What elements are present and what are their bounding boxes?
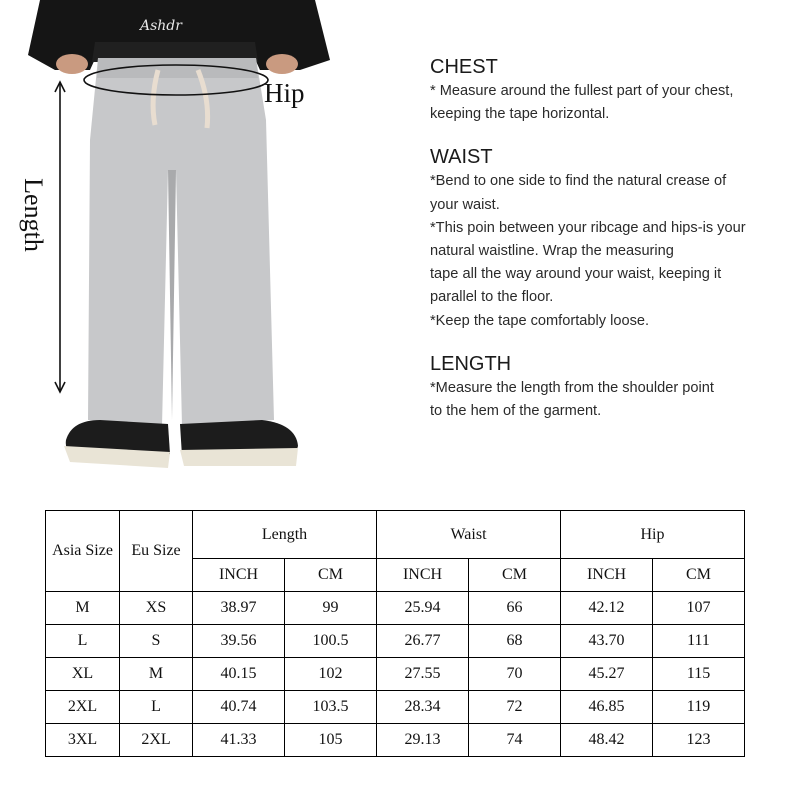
length-label: Length	[19, 178, 48, 252]
pants-shape	[88, 58, 274, 426]
table-cell: 45.27	[561, 658, 653, 691]
header-asia-size: Asia Size	[46, 511, 120, 592]
unit-header-cell: INCH	[377, 559, 469, 592]
guide-heading: WAIST	[430, 146, 493, 169]
table-cell: 100.5	[285, 625, 377, 658]
unit-header-cell: INCH	[193, 559, 285, 592]
header-hip: Hip	[561, 511, 745, 559]
guide-text-line: to the hem of the garment.	[430, 403, 602, 420]
shoe-right-sole	[180, 448, 298, 466]
guide-text-line: natural waistline. Wrap the measuring	[430, 243, 674, 260]
table-cell: M	[120, 658, 193, 691]
hoodie-logo: Ashdr	[140, 18, 182, 34]
table-cell: 72	[469, 691, 561, 724]
table-cell: 123	[653, 724, 745, 757]
header-length: Length	[193, 511, 377, 559]
guide-text-line: your waist.	[430, 196, 500, 213]
guide-text-line: *This poin between your ribcage and hips-is your	[430, 219, 746, 236]
table-cell: 107	[653, 592, 745, 625]
guide-text-line: parallel to the floor.	[430, 289, 554, 306]
left-hand	[56, 54, 88, 74]
table-cell: 99	[285, 592, 377, 625]
table-cell: 40.74	[193, 691, 285, 724]
table-cell: 3XL	[46, 724, 120, 757]
pants-shadow	[168, 170, 176, 420]
guide-section-length	[430, 351, 796, 423]
table-cell: 66	[469, 592, 561, 625]
table-cell: 29.13	[377, 724, 469, 757]
guide-text-line: keeping the tape horizontal.	[430, 106, 610, 123]
table-cell: 48.42	[561, 724, 653, 757]
guide-text-line: *Keep the tape comfortably loose.	[430, 312, 650, 329]
table-cell: 105	[285, 724, 377, 757]
guide-section-chest	[430, 54, 796, 126]
measuring-guide	[430, 54, 796, 441]
table-cell: 74	[469, 724, 561, 757]
table-cell: 111	[653, 625, 745, 658]
guide-heading: CHEST	[430, 56, 498, 78]
table-row	[46, 691, 745, 724]
table-row	[46, 592, 745, 625]
table-cell: 70	[469, 658, 561, 691]
table-cell: 2XL	[46, 691, 120, 724]
table-cell: L	[46, 625, 120, 658]
header-eu-size: Eu Size	[120, 511, 193, 592]
table-cell: 115	[653, 658, 745, 691]
table-cell: 40.15	[193, 658, 285, 691]
table-cell: 119	[653, 691, 745, 724]
table-cell: 68	[469, 625, 561, 658]
table-cell: 38.97	[193, 592, 285, 625]
table-cell: 2XL	[120, 724, 193, 757]
product-illustration	[0, 0, 420, 490]
table-cell: 102	[285, 658, 377, 691]
size-chart-table	[45, 510, 745, 757]
guide-text-line: * Measure around the fullest part of your chest,	[430, 83, 734, 99]
header-waist: Waist	[377, 511, 561, 559]
hip-label: Hip	[264, 78, 305, 108]
table-row	[46, 625, 745, 658]
right-hand	[266, 54, 298, 74]
table-cell: M	[46, 592, 120, 625]
table-cell: 43.70	[561, 625, 653, 658]
table-cell: 28.34	[377, 691, 469, 724]
guide-heading: LENGTH	[430, 352, 512, 375]
table-cell: XS	[120, 592, 193, 625]
table-cell: XL	[46, 658, 120, 691]
guide-text-line: *Measure the length from the shoulder point	[430, 379, 714, 396]
table-header-row	[46, 511, 745, 559]
table-cell: 103.5	[285, 691, 377, 724]
table-row	[46, 724, 745, 757]
unit-header-cell: CM	[285, 559, 377, 592]
table-cell: 41.33	[193, 724, 285, 757]
unit-header-cell: CM	[653, 559, 745, 592]
table-cell: 39.56	[193, 625, 285, 658]
table-cell: S	[120, 625, 193, 658]
table-cell: 25.94	[377, 592, 469, 625]
guide-section-waist	[430, 144, 796, 332]
table-cell: 42.12	[561, 592, 653, 625]
table-cell: 27.55	[377, 658, 469, 691]
guide-text-line: tape all the way around your waist, keeping it	[430, 266, 722, 283]
unit-header-cell: CM	[469, 559, 561, 592]
table-cell: 26.77	[377, 625, 469, 658]
table-cell: 46.85	[561, 691, 653, 724]
table-cell: L	[120, 691, 193, 724]
unit-header-cell: INCH	[561, 559, 653, 592]
guide-text-line: *Bend to one side to find the natural crease of	[430, 173, 727, 190]
sweatpants-illustration	[0, 0, 420, 490]
table-row	[46, 658, 745, 691]
